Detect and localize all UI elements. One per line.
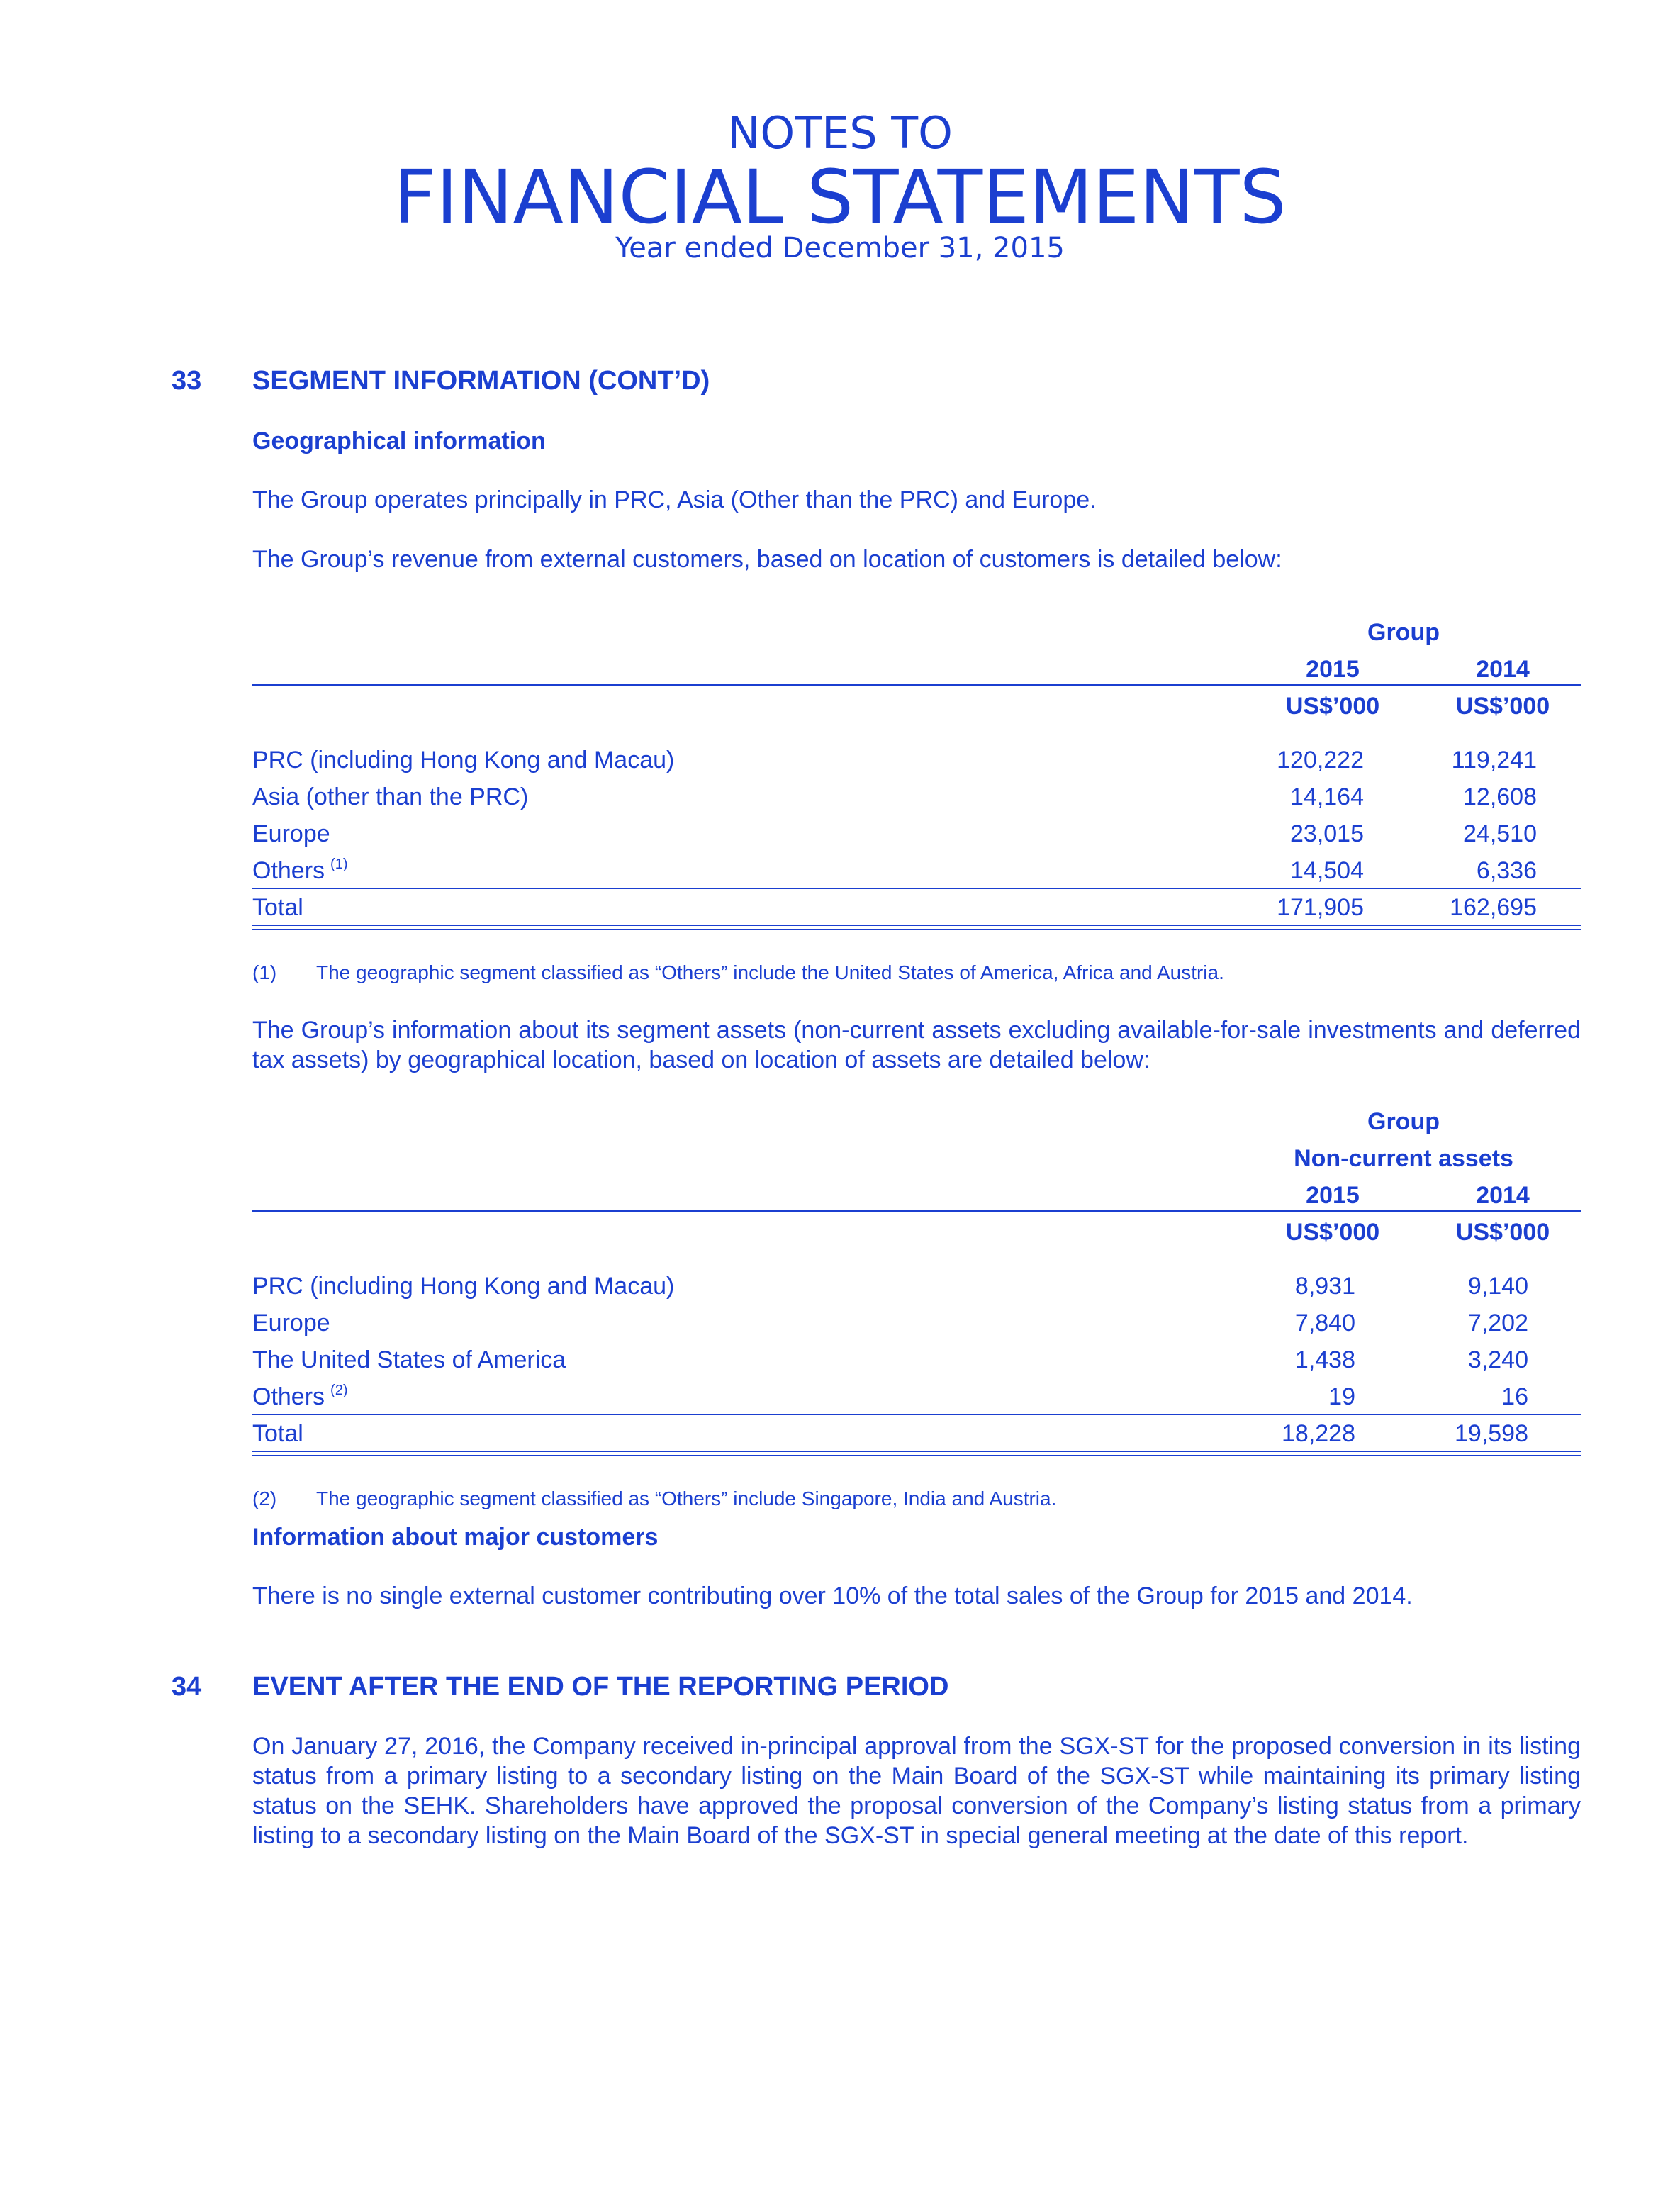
row-value-2015: 23,015 xyxy=(1290,820,1364,847)
total-value-2015: 18,228 xyxy=(1282,1420,1355,1447)
table1-unit-2014: US$’000 xyxy=(1455,693,1550,720)
row-value-2015: 19 xyxy=(1328,1383,1355,1410)
row-value-2014: 3,240 xyxy=(1467,1346,1528,1373)
table-row xyxy=(252,778,1581,815)
geographical-info-heading: Geographical information xyxy=(252,428,546,454)
row-value-2015: 1,438 xyxy=(1294,1346,1355,1373)
row-value-2014: 16 xyxy=(1501,1383,1528,1410)
table2-group-label: Group xyxy=(1367,1108,1440,1135)
footnote-marker: (1) xyxy=(330,856,348,872)
table1-unit-2015: US$’000 xyxy=(1285,693,1380,720)
table2-year-2014: 2014 xyxy=(1476,1182,1530,1209)
table-row xyxy=(252,1268,1581,1305)
table-row xyxy=(252,852,1581,889)
row-value-2015: 8,931 xyxy=(1294,1273,1355,1300)
row-value-2014: 9,140 xyxy=(1467,1273,1528,1300)
table2-unit-2014: US$’000 xyxy=(1455,1219,1550,1246)
footnote-1 xyxy=(0,960,1680,986)
row-value-2014: 119,241 xyxy=(1451,747,1537,774)
major-customers-heading: Information about major customers xyxy=(252,1524,659,1551)
table2-year-2015: 2015 xyxy=(1306,1182,1360,1209)
total-label: Total xyxy=(252,894,303,921)
operations-paragraph: The Group operates principally in PRC, Asia (Other than the PRC) and Europe. xyxy=(252,486,1097,513)
row-value-2015: 14,504 xyxy=(1290,857,1364,884)
major-customers-paragraph: There is no single external customer contributing over 10% of the total sales of the Group for 2015 and 2014. xyxy=(252,1583,1413,1609)
revenue-intro-paragraph: The Group’s revenue from external customers, based on location of customers is detailed below: xyxy=(252,546,1282,573)
table1-group-label: Group xyxy=(1367,619,1440,646)
segment-assets-paragraph: The Group’s information about its segment assets (non-current assets excluding available-for-sale investments and deferred tax assets) by geographical location, based on location of assets are detailed below: xyxy=(252,1017,1581,1073)
header-year-ended: Year ended December 31, 2015 xyxy=(615,232,1065,264)
table-row xyxy=(252,1378,1581,1415)
row-label: PRC (including Hong Kong and Macau) xyxy=(252,1273,675,1300)
section-33-title: SEGMENT INFORMATION (CONT’D) xyxy=(252,366,710,396)
row-value-2015: 120,222 xyxy=(1277,747,1364,774)
footnote-text: The geographic segment classified as “Others” include the United States of America, Africa and Austria. xyxy=(316,961,1224,983)
footnote-text: The geographic segment classified as “Others” include Singapore, India and Austria. xyxy=(316,1487,1057,1509)
footnote-marker: (2) xyxy=(330,1383,348,1398)
row-label: Others $^{(2)}$ xyxy=(252,1383,348,1410)
row-label: Asia (other than the PRC) xyxy=(252,783,529,810)
row-value-2014: 6,336 xyxy=(1476,857,1537,884)
footnote-number: (2) xyxy=(252,1487,277,1509)
total-value-2014: 162,695 xyxy=(1450,894,1537,921)
row-label: Europe xyxy=(252,1310,330,1336)
row-value-2014: 12,608 xyxy=(1463,783,1537,810)
table2-unit-2015: US$’000 xyxy=(1285,1219,1380,1246)
table-row xyxy=(252,742,1581,778)
total-value-2015: 171,905 xyxy=(1277,894,1364,921)
header-notes-to: NOTES TO xyxy=(727,107,953,159)
footnote-number: (1) xyxy=(252,961,277,983)
row-value-2015: 14,164 xyxy=(1290,783,1364,810)
row-value-2014: 24,510 xyxy=(1463,820,1537,847)
section-34-title: EVENT AFTER THE END OF THE REPORTING PERIOD xyxy=(252,1672,949,1702)
table1-header-rule xyxy=(252,684,1581,686)
table-row xyxy=(252,1305,1581,1341)
footnote-2 xyxy=(0,1486,1680,1512)
table-row xyxy=(252,1341,1581,1378)
total-value-2014: 19,598 xyxy=(1455,1420,1528,1447)
row-label: PRC (including Hong Kong and Macau) xyxy=(252,747,675,774)
row-value-2014: 7,202 xyxy=(1467,1310,1528,1336)
header-financial-statements: FINANCIAL STATEMENTS xyxy=(393,154,1287,240)
table2-header-rule xyxy=(252,1210,1581,1212)
table-row xyxy=(252,815,1581,852)
total-label: Total xyxy=(252,1420,303,1447)
table-total-row xyxy=(252,1415,1581,1452)
row-value-2015: 7,840 xyxy=(1294,1310,1355,1336)
table1-double-rule xyxy=(252,925,1581,930)
event-paragraph: On January 27, 2016, the Company received in-principal approval from the SGX-ST for the proposed conversion in its listing status from a primary listing to a secondary listing on the Main Board of the SGX-ST while maintaining its primary listing status on the SEHK. Shareholders have approved the proposal conversion of the Company’s listing status from a primary listing to a secondary listing on the Main Board of the SGX-ST in special general meeting at the date of this report. xyxy=(252,1733,1581,1849)
table1-year-2015: 2015 xyxy=(1306,656,1360,683)
section-33-number: 33 xyxy=(172,366,202,396)
table2-noncurrent-label: Non-current assets xyxy=(1294,1145,1513,1172)
section-34-number: 34 xyxy=(172,1672,202,1702)
table-total-row xyxy=(252,889,1581,926)
row-label: Europe xyxy=(252,820,330,847)
row-label: Others $^{(1)}$ xyxy=(252,856,348,884)
row-label: The United States of America xyxy=(252,1346,566,1373)
table2-double-rule xyxy=(252,1451,1581,1456)
table1-year-2014: 2014 xyxy=(1476,656,1530,683)
